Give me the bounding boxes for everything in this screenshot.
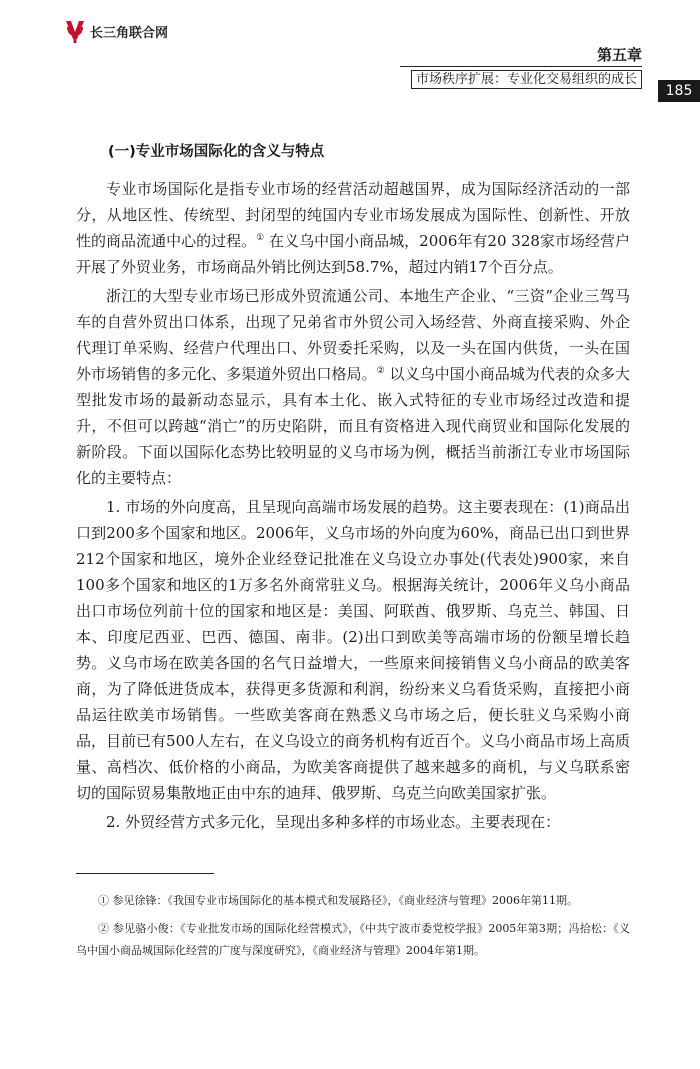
footnotes — [76, 890, 630, 968]
footnote: ① 参见徐锋：《我国专业市场国际化的基本模式和发展路径》，《商业经济与管理》2006年第11期。 — [98, 894, 578, 907]
chapter-subtitle: 市场秩序扩展：专业化交易组织的成长 — [411, 70, 642, 89]
paragraph: 专业市场国际化是指专业市场的经营活动超越国界，成为国际经济活动的一部分，从地区性、传统型、封闭型的纯国内专业市场发展成为国际性、创新性、开放性的商品流通中心的过程。① 在义乌中国小商品城，2006年有20 328家市场经营户开展了外贸业务，市场商品外销比例达到58.7%，超过内销17个百分点。 — [76, 180, 630, 276]
page-number: 185 — [658, 80, 700, 102]
chapter-label: 第五章 — [596, 46, 642, 64]
footnote: ② 参见骆小俊：《专业批发市场的国际化经营模式》，《中共宁波市委党校学报》2005年第3期；冯拾松：《义乌中国小商品城国际化经营的广度与深度研究》，《商业经济与管理》2004年第1期。 — [76, 922, 630, 957]
footnote-ref[interactable]: ① — [256, 233, 265, 243]
footnote-divider — [76, 873, 214, 874]
paragraph: 浙江的大型专业市场已形成外贸流通公司、本地生产企业、“三资”企业三驾马车的自营外贸出口体系，出现了兄弟省市外贸公司入场经营、外商直接采购、外企代理订单采购、经营户代理出口、外贸委托采购，以及一头在国内供货，一头在国外市场销售的多元化、多渠道外贸出口格局。② 以义乌中国小商品城为代表的众多大型批发市场的最新动态显示，具有本土化、嵌入式特征的专业市场经过改造和提升，不但可以跨越“消亡”的历史陷阱，而且有资格进入现代商贸业和国际化发展的新阶段。下面以国际化态势比较明显的义乌市场为例，概括当前浙江专业市场国际化的主要特点： — [76, 287, 630, 487]
logo-text: 长三角联合网 — [90, 25, 169, 41]
logo-icon — [64, 18, 86, 44]
site-logo — [64, 18, 168, 44]
paragraph: 1. 市场的外向度高，且呈现向高端市场发展的趋势。这主要表现在：(1)商品出口到200多个国家和地区。2006年，义乌市场的外向度为60%，商品已出口到世界212个国家和地区，境外企业经登记批准在义乌设立办事处(代表处)900家，来自100多个国家和地区的1万多名外商常驻义乌。根据海关统计，2006年义乌小商品出口市场位列前十位的国家和地区是：美国、阿联酋、俄罗斯、乌克兰、韩国、日本、印度尼西亚、巴西、德国、南非。(2)出口到欧美等高端市场的份额呈增长趋势。义乌市场在欧美各国的名气日益增大，一些原来间接销售义乌小商品的欧美客商，为了降低进货成本，获得更多货源和利润，纷纷来义乌看货采购，直接把小商品运往欧美市场销售。一些欧美客商在熟悉义乌市场之后，便长驻义乌采购小商品，目前已有500人左右，在义乌设立的商务机构有近百个。义乌小商品市场上高质量、高档次、低价格的小商品，为欧美客商提供了越来越多的商机，与义乌联系密切的国际贸易集散地正由中东的迪拜、俄罗斯、乌克兰向欧美国家扩张。 — [76, 498, 630, 802]
header-divider — [400, 66, 642, 67]
body-text — [76, 176, 630, 838]
paragraph: 2. 外贸经营方式多元化，呈现出多种多样的市场业态。主要表现在： — [106, 813, 561, 831]
footnote-ref[interactable]: ② — [376, 366, 385, 376]
section-title: (一)专业市场国际化的含义与特点 — [108, 144, 325, 160]
